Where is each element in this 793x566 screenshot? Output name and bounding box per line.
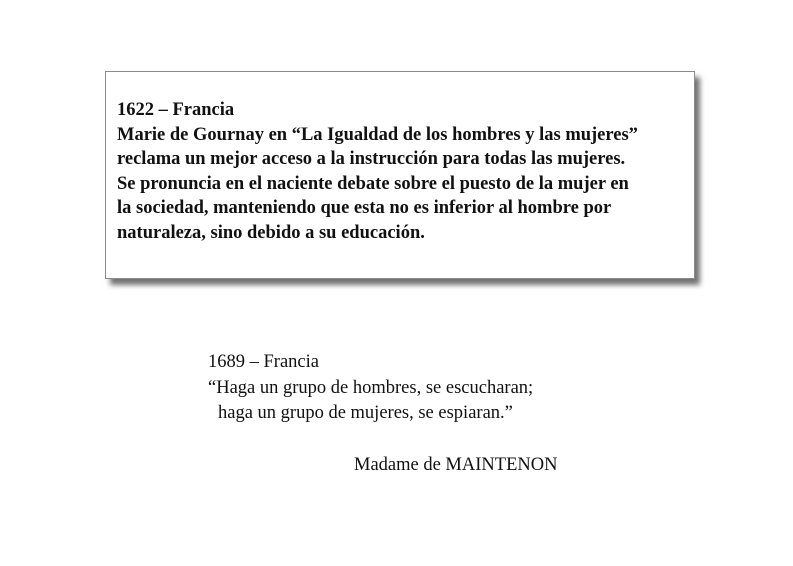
box-line: reclama un mejor acceso a la instrucción para todas las mujeres. (117, 149, 626, 170)
quote-author: Madame de MAINTENON (354, 455, 558, 475)
box-line: naturaleza, sino debido a su educación. (117, 222, 425, 243)
box-heading: 1622 – Francia (117, 100, 235, 120)
box-line: Marie de Gournay en “La Igualdad de los hombres y las mujeres” (117, 124, 638, 145)
box-line: la sociedad, manteniendo que esta no es inferior al hombre por (117, 198, 612, 219)
quote-heading: 1689 – Francia (208, 352, 319, 372)
quote-block-1689 (208, 350, 628, 427)
quote-line: “Haga un grupo de hombres, se escucharan; (208, 377, 534, 398)
text-box-1622 (105, 71, 695, 279)
quote-line: haga un grupo de mujeres, se espiaran.” (218, 403, 513, 423)
box-line: Se pronuncia en el naciente debate sobre el puesto de la mujer en (117, 173, 629, 194)
